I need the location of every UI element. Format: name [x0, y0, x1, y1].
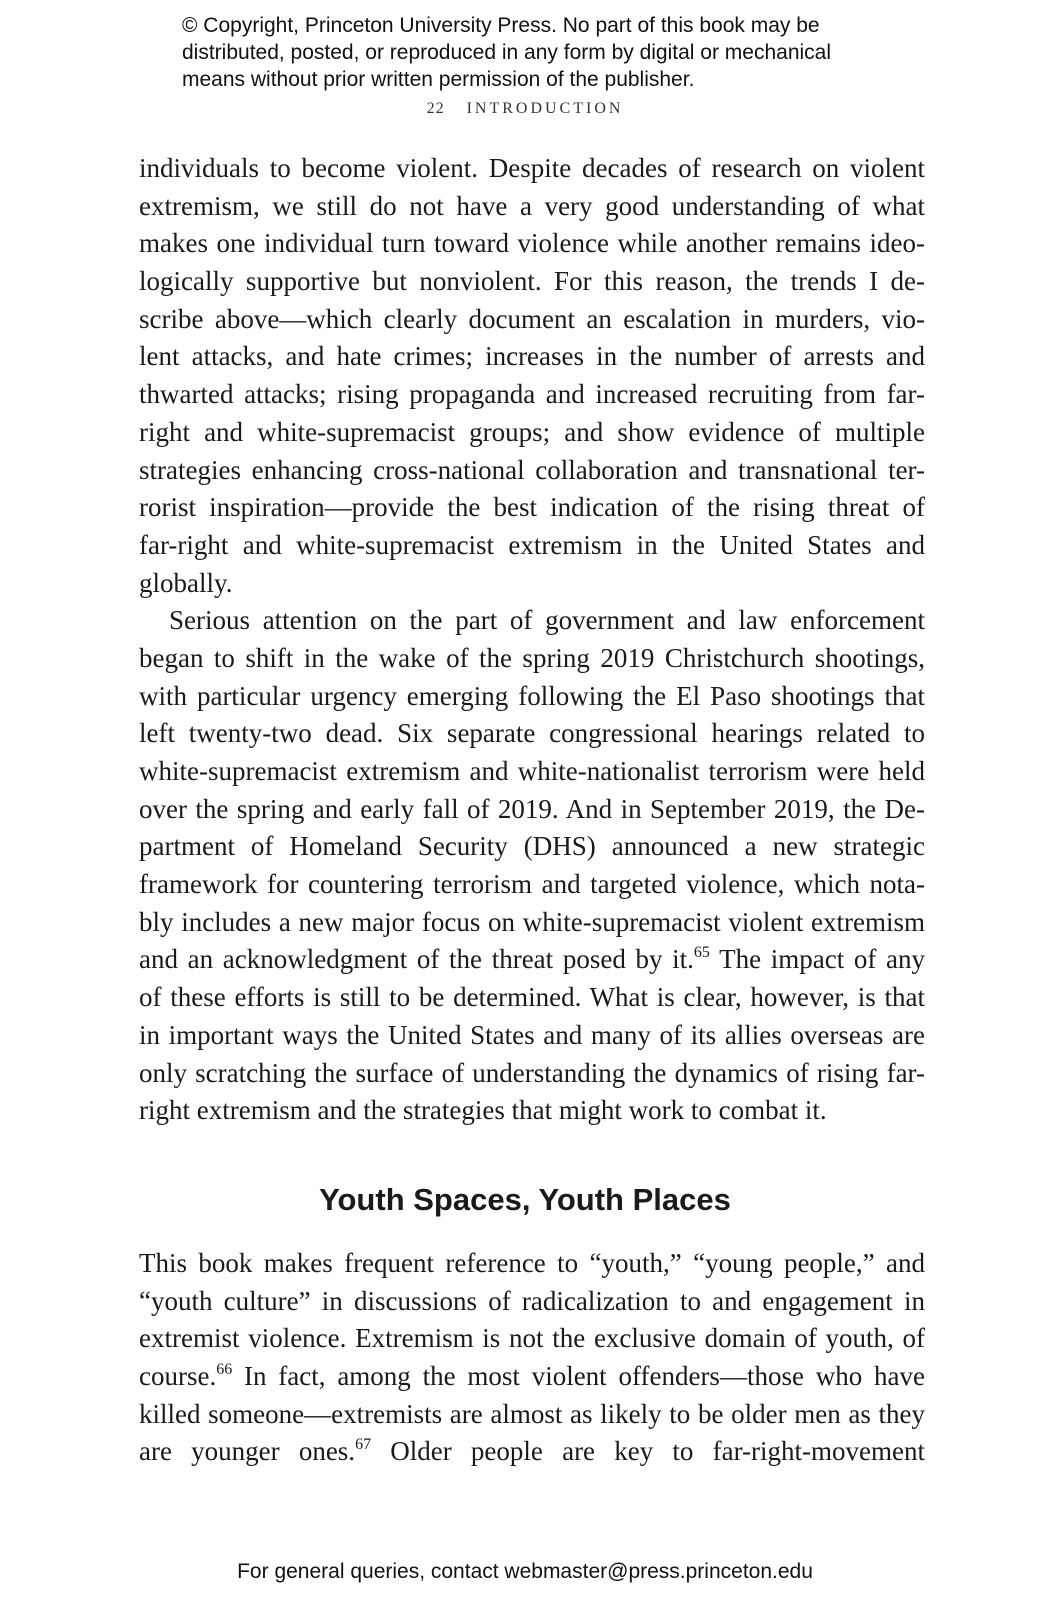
text-line: extremist violence. Extremism is not the exclusive domain of youth, of — [139, 1323, 925, 1354]
text-run: and an acknowledgment of the threat posed by it. — [139, 944, 694, 975]
text-line: Serious attention on the part of government and law enforcement — [169, 605, 925, 636]
section-heading: Youth Spaces, Youth Places — [319, 1182, 731, 1217]
page-number: 22 — [426, 100, 445, 117]
text-run: course. — [139, 1361, 217, 1392]
text-line: white-supremacist extremism and white-nationalist terrorism were held — [139, 756, 925, 786]
text-line: left twenty-two dead. Six separate congressional hearings related to — [139, 718, 925, 749]
body-text — [139, 150, 925, 1130]
text-line: individuals to become violent. Despite decades of research on violent — [139, 153, 925, 183]
text-run: In fact, among the most violent offenders—those who have — [232, 1361, 925, 1392]
running-head — [0, 100, 1050, 118]
text-run: Older people are key to far-right-movement — [371, 1436, 925, 1467]
text-run: The impact of any — [709, 944, 925, 975]
text-line: killed someone—extremists are almost as likely to be older men as they — [139, 1398, 925, 1429]
text-line: extremism, we still do not have a very good understanding of what — [139, 190, 925, 221]
text-line: of these efforts is still to be determined. What is clear, however, is that — [139, 982, 925, 1013]
text-line: globally. — [139, 567, 233, 598]
text-line: began to shift in the wake of the spring 2019 Christchurch shootings, — [139, 642, 925, 673]
footnote-ref-66[interactable]: 66 — [216, 1361, 233, 1379]
copyright-line: means without prior written permission of the publisher. — [182, 68, 695, 91]
copyright-notice — [182, 12, 942, 93]
footer-contact: For general queries, contact webmaster@press.princeton.edu — [237, 1560, 813, 1583]
text-line: framework for countering terrorism and targeted violence, which nota- — [139, 869, 925, 900]
text-line: only scratching the surface of understanding the dynamics of rising far- — [139, 1057, 925, 1088]
text-line: rorist inspiration—provide the best indication of the rising threat of — [139, 492, 925, 523]
footnote-ref-65[interactable]: 65 — [693, 944, 710, 962]
text-line: partment of Homeland Security (DHS) announced a new strategic — [139, 831, 925, 862]
text-line — [139, 1433, 925, 1471]
text-line: in important ways the United States and many of its allies overseas are — [139, 1019, 925, 1050]
footnote-ref-67[interactable]: 67 — [355, 1436, 372, 1454]
text-line: scribe above—which clearly document an escalation in murders, vio- — [139, 303, 925, 334]
text-line: over the spring and early fall of 2019. And in September 2019, the De- — [139, 793, 925, 824]
text-line: makes one individual turn toward violence while another remains ideo- — [139, 228, 925, 259]
text-line: with particular urgency emerging following the El Paso shootings that — [139, 680, 925, 711]
text-run: are younger ones. — [139, 1436, 356, 1467]
text-line: lent attacks, and hate crimes; increases in the number of arrests and — [139, 341, 925, 372]
text-line: This book makes frequent reference to “youth,” “young people,” and — [139, 1248, 925, 1278]
copyright-line: distributed, posted, or reproduced in any form by digital or mechanical — [182, 41, 832, 64]
body-text — [139, 1245, 925, 1471]
text-line: thwarted attacks; rising propaganda and increased recruiting from far- — [139, 379, 925, 410]
text-line — [139, 1358, 925, 1396]
text-line: logically supportive but nonviolent. For this reason, the trends I de- — [139, 266, 925, 297]
text-line: right extremism and the strategies that might work to combat it. — [139, 1095, 827, 1126]
text-line: bly includes a new major focus on white-supremacist violent extremism — [139, 906, 925, 937]
text-line: “youth culture” in discussions of radicalization to and engagement in — [139, 1285, 925, 1316]
text-line: far-right and white-supremacist extremism in the United States and — [139, 529, 925, 560]
text-line: right and white-supremacist groups; and show evidence of multiple — [139, 416, 925, 447]
section-title: INTRODUCTION — [466, 100, 624, 117]
text-line — [139, 941, 925, 979]
copyright-line: © Copyright, Princeton University Press. No part of this book may be — [182, 14, 820, 37]
text-line: strategies enhancing cross-national collaboration and transnational ter- — [139, 454, 925, 485]
